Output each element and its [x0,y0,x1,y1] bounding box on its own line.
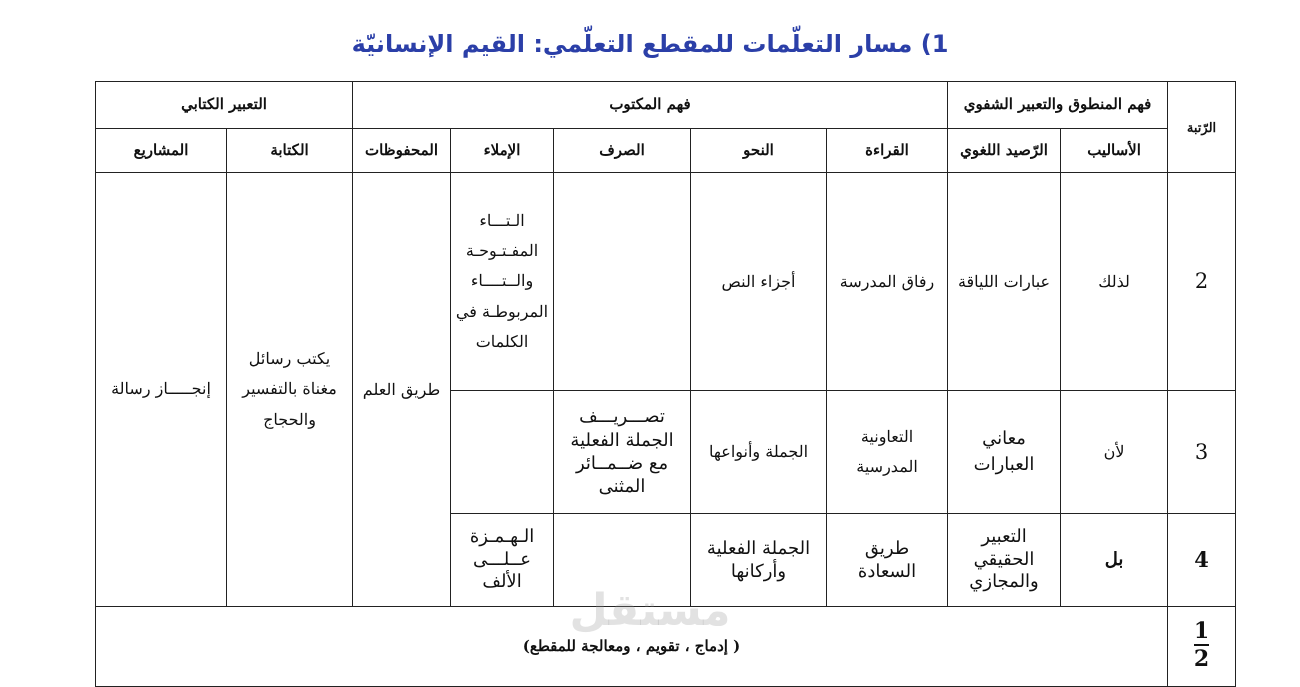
morphology-cell: تصـــريـــف الجملة الفعلية مع ضــمــائر المثنى [554,391,691,514]
memorized-cell: طريق العلم [353,173,451,607]
fraction-cell [1168,607,1236,687]
rank-header-label: الرّتبة [1186,121,1217,137]
vocab-subheader: الرّصيد اللغوي [948,129,1061,173]
fraction-denominator: 2 [1193,646,1210,673]
watermark-logo: مستقل [569,585,731,636]
footer-row [96,607,1236,687]
rank-header [1168,82,1236,173]
reading-cell: التعاونية المدرسية [827,391,948,514]
fraction-numerator: 1 [1193,618,1210,645]
grammar-subheader: النحو [691,129,827,173]
reading-header: فهم المكتوب [353,82,948,129]
oral-header: فهم المنطوق والتعبير الشفوي [948,82,1168,129]
spelling-cell [451,391,554,514]
learning-path-table [95,81,1236,687]
styles-cell: لأن [1061,391,1168,514]
morphology-cell [554,173,691,391]
row-number: 4 [1168,514,1236,607]
composition-cell: يكتب رسائل مغناة بالتفسير والحجاج [227,173,353,607]
footer-text: ( إدماج ، تقويم ، ومعالجة للمقطع) [96,607,1168,687]
reading-cell: طريق السعادة [827,514,948,607]
row-number: 3 [1168,391,1236,514]
projects-subheader: المشاريع [96,129,227,173]
writing-header: التعبير الكتابي [96,82,353,129]
projects-cell: إنجـــــاز رسالة [96,173,227,607]
spelling-cell: الـتـــاء المفـتـوحـة والــتــــاء المربوطـة في الكلمات [451,173,554,391]
vocab-cell: معاني العبارات [948,391,1061,514]
grammar-cell: أجزاء النص [691,173,827,391]
table-row [96,173,1236,391]
styles-cell: لذلك [1061,173,1168,391]
morphology-subheader: الصرف [554,129,691,173]
styles-cell: بل [1061,514,1168,607]
fraction [1193,618,1210,673]
grammar-cell: الجملة وأنواعها [691,391,827,514]
vocab-cell: التعبير الحقيقي والمجازي [948,514,1061,607]
spelling-subheader: الإملاء [451,129,554,173]
row-number: 2 [1168,173,1236,391]
page-title: 1) مسار التعلّمات للمقطع التعلّمي: القيم الإنسانيّة [351,30,949,58]
morphology-cell [554,514,691,607]
reading-subheader: القراءة [827,129,948,173]
composition-subheader: الكتابة [227,129,353,173]
styles-subheader: الأساليب [1061,129,1168,173]
reading-cell: رفاق المدرسة [827,173,948,391]
spelling-cell: الـهـمـزة عــلـــى الألف [451,514,554,607]
memorized-subheader: المحفوظات [353,129,451,173]
vocab-cell: عبارات اللياقة [948,173,1061,391]
grammar-cell: الجملة الفعلية وأركانها [691,514,827,607]
